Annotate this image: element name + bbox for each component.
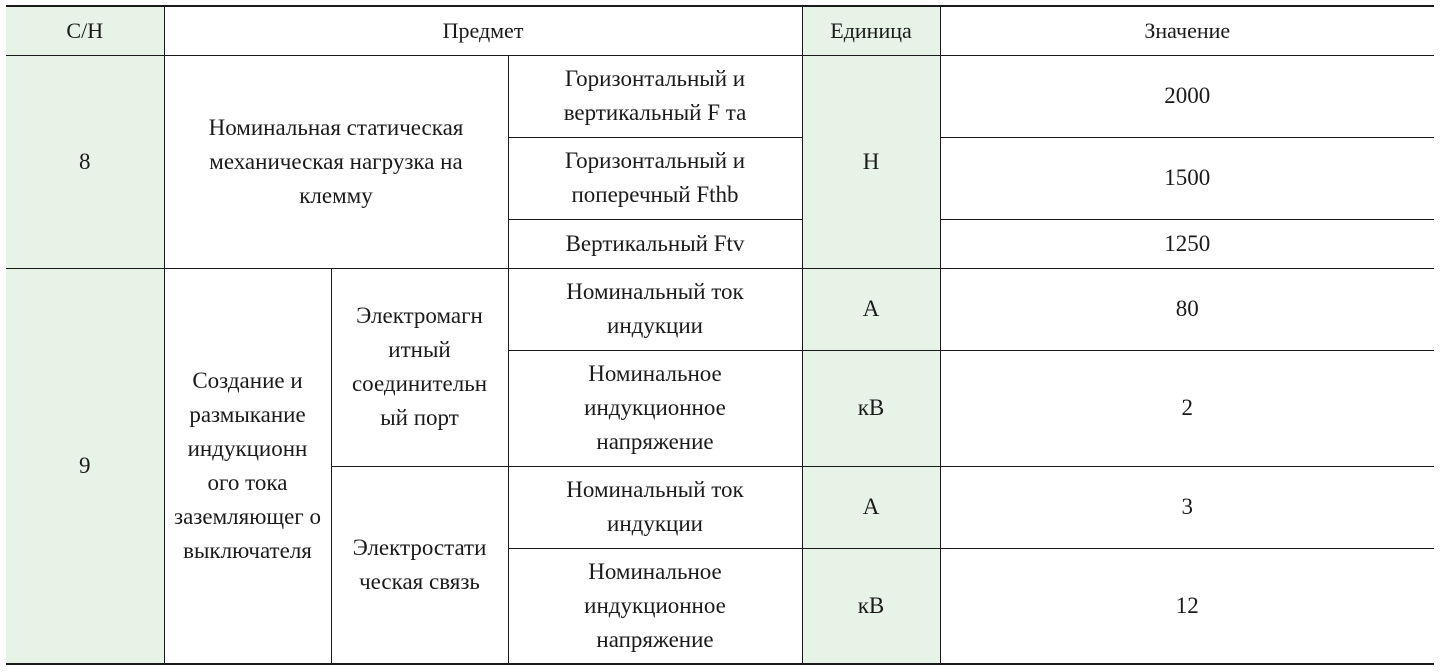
spec-table [6,5,1434,665]
unit-cell: A [802,268,940,350]
header-sn: С/Н [6,6,164,55]
header-value: Значение [940,6,1434,55]
unit-cell: кВ [802,350,940,466]
value-cell: 1250 [940,219,1434,268]
unit-cell: A [802,466,940,548]
value-cell: 1500 [940,137,1434,219]
subitem-cell: Номинальный ток индукции [508,466,802,548]
subitem-cell: Горизонтальный и вертикальный F та [508,55,802,137]
sn-cell: 8 [6,55,164,268]
value-cell: 12 [940,548,1434,664]
value-cell: 2000 [940,55,1434,137]
header-row [6,6,1434,55]
table-row [6,55,1434,137]
subitem-cell: Горизонтальный и поперечный Fthb [508,137,802,219]
unit-cell: кВ [802,548,940,664]
subitem-cell: Номинальное индукционное напряжение [508,548,802,664]
item-cell: Создание и размыкание индукционн ого тока заземляющег о выключателя [164,268,331,664]
value-cell: 80 [940,268,1434,350]
subitem-cell: Номинальное индукционное напряжение [508,350,802,466]
header-unit: Единица [802,6,940,55]
item-cell: Номинальная статическая механическая нагрузка на клемму [164,55,508,268]
unit-cell: Н [802,55,940,268]
subitem-cell: Номинальный ток индукции [508,268,802,350]
value-cell: 3 [940,466,1434,548]
table-row [6,268,1434,350]
group-cell: Электромагн итный соединительн ый порт [331,268,508,466]
subitem-cell: Вертикальный Ftv [508,219,802,268]
sn-cell: 9 [6,268,164,664]
header-item: Предмет [164,6,802,55]
value-cell: 2 [940,350,1434,466]
group-cell: Электростати ческая связь [331,466,508,664]
